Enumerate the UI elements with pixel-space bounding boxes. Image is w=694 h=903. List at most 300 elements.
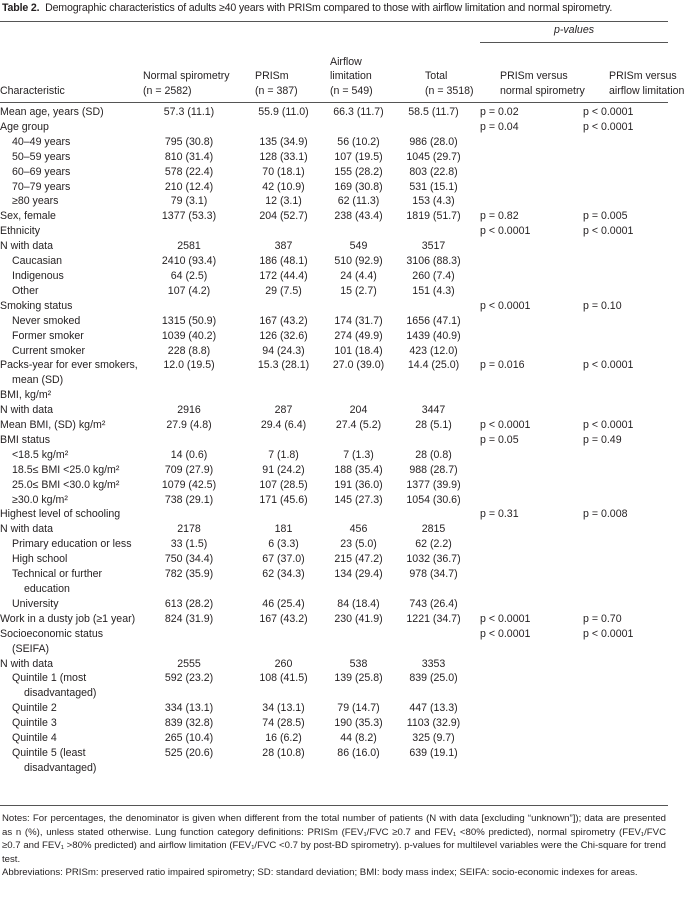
cell-airflow: 23 (5.0) xyxy=(340,538,377,551)
cell-prism: 28 (10.8) xyxy=(262,746,305,759)
cell-normal: 2581 xyxy=(177,240,201,253)
cell-total: 2815 xyxy=(421,523,446,536)
row-label: 18.5≤ BMI <25.0 kg/m² xyxy=(12,463,120,476)
cell-total: 3353 xyxy=(421,657,446,670)
cell-p1 xyxy=(480,567,583,597)
cell-airflow xyxy=(330,433,405,448)
cell-normal: 14 (0.6) xyxy=(170,448,208,461)
cell-total: 743 (26.4) xyxy=(409,597,458,610)
cell-prism: 128 (33.1) xyxy=(259,150,308,163)
cell-total: 1045 (29.7) xyxy=(406,150,461,163)
cell-p1: p < 0.0001 xyxy=(480,299,531,312)
cell-normal: 810 (31.4) xyxy=(164,150,214,163)
table-row xyxy=(0,329,668,344)
table-row xyxy=(0,552,668,567)
cell-normal: 738 (29.1) xyxy=(164,493,214,506)
row-label: 40–49 years xyxy=(12,135,71,148)
cell-normal: 613 (28.2) xyxy=(164,597,214,610)
cell-p2 xyxy=(583,180,668,195)
table-row xyxy=(0,567,668,597)
cell-p2 xyxy=(583,329,668,344)
cell-normal xyxy=(143,507,255,522)
row-label: Never smoked xyxy=(12,314,81,327)
cell-prism xyxy=(255,627,330,657)
cell-prism: 29 (7.5) xyxy=(265,284,302,297)
cell-p1: p = 0.016 xyxy=(480,359,525,372)
row-label: BMI, kg/m² xyxy=(0,389,52,402)
cell-p1: p < 0.0001 xyxy=(480,419,531,432)
cell-p2 xyxy=(583,746,668,776)
cell-p2: p < 0.0001 xyxy=(583,120,634,133)
table-row xyxy=(0,180,668,195)
cell-prism: 6 (3.3) xyxy=(268,538,299,551)
cell-normal: 1377 (53.3) xyxy=(161,210,217,223)
cell-airflow: 62 (11.3) xyxy=(337,195,380,208)
row-label: ≥30.0 kg/m² xyxy=(12,493,68,506)
cell-airflow xyxy=(330,299,405,314)
table-row xyxy=(0,612,668,627)
table-row xyxy=(0,239,668,254)
cell-total: 839 (25.0) xyxy=(409,672,458,685)
table-title xyxy=(2,2,612,14)
cell-airflow: 538 xyxy=(349,657,368,670)
table-row xyxy=(0,403,668,418)
header-characteristic: Characteristic xyxy=(0,84,65,97)
row-label: 25.0≤ BMI <30.0 kg/m² xyxy=(12,478,120,491)
notes-text: Notes: For percentages, the denominator is given when different from the total number of patients (N with data [excluding “unknown”]); data are presented as n (%), unless stated otherwise. Lung function category definitions: PRISm (FEV₁/FVC ≥0.7 and FEV₁ <80% predicted), normal spirometry (FEV₁/FVC ≥0.7 and FEV₁ >80% predicted) and airflow limitation (FEV₁/FVC <0.7 by post-BD spirometry). p-values for multilevel variables were the Chi-square for trend test. xyxy=(2,813,666,865)
cell-total: 1656 (47.1) xyxy=(406,314,461,327)
row-label: Primary education or less xyxy=(12,538,132,551)
cell-normal: 334 (13.1) xyxy=(164,702,214,715)
cell-normal: 2916 xyxy=(177,404,201,417)
cell-p2: p < 0.0001 xyxy=(583,419,634,432)
cell-normal: 33 (1.5) xyxy=(170,538,208,551)
row-label: Mean BMI, (SD) kg/m² xyxy=(0,419,106,432)
table-row xyxy=(0,627,668,657)
cell-airflow: 84 (18.4) xyxy=(337,597,380,610)
table-row xyxy=(0,224,668,239)
cell-airflow: 238 (43.4) xyxy=(334,210,383,223)
cell-airflow: 510 (92.9) xyxy=(334,255,383,268)
cell-total: 28 (0.8) xyxy=(415,448,452,461)
cell-total: 1819 (51.7) xyxy=(406,210,461,223)
cell-normal: 1039 (40.2) xyxy=(161,329,217,342)
table-row xyxy=(0,522,668,537)
row-label: Sex, female xyxy=(0,210,56,223)
cell-p1 xyxy=(480,329,583,344)
cell-total: 3447 xyxy=(421,404,446,417)
cell-airflow: 230 (41.9) xyxy=(334,612,383,625)
cell-prism: 29.4 (6.4) xyxy=(260,419,307,432)
cell-p2 xyxy=(583,716,668,731)
cell-airflow xyxy=(330,224,405,239)
cell-p2 xyxy=(583,493,668,508)
cell-total: 803 (22.8) xyxy=(409,165,458,178)
cell-normal: 525 (20.6) xyxy=(164,746,214,759)
cell-normal: 64 (2.5) xyxy=(170,269,208,282)
cell-prism: 94 (24.3) xyxy=(262,344,305,357)
table-row xyxy=(0,344,668,359)
cell-p2 xyxy=(583,284,668,299)
cell-normal: 592 (23.2) xyxy=(164,672,214,685)
row-label: N with data xyxy=(0,657,53,670)
row-label: Technical or further education xyxy=(12,568,103,595)
cell-total xyxy=(405,299,480,314)
cell-p1 xyxy=(480,731,583,746)
table-row xyxy=(0,463,668,478)
table-row xyxy=(0,388,668,403)
row-label: Former smoker xyxy=(12,329,84,342)
cell-p2 xyxy=(583,731,668,746)
table-row xyxy=(0,358,668,388)
cell-total: 1439 (40.9) xyxy=(406,329,461,342)
cell-normal: 12.0 (19.5) xyxy=(163,359,215,372)
cell-total: 3106 (88.3) xyxy=(406,255,461,268)
cell-airflow: 190 (35.3) xyxy=(334,717,383,730)
cell-airflow: 134 (29.4) xyxy=(334,568,383,581)
cell-prism: 46 (25.4) xyxy=(262,597,305,610)
cell-airflow: 79 (14.7) xyxy=(337,702,380,715)
cell-airflow: 174 (31.7) xyxy=(334,314,383,327)
cell-airflow: 56 (10.2) xyxy=(337,135,380,148)
row-label: N with data xyxy=(0,240,53,253)
table-row xyxy=(0,478,668,493)
cell-total: 260 (7.4) xyxy=(412,269,455,282)
row-label: ≥80 years xyxy=(12,195,59,208)
cell-total: 978 (34.7) xyxy=(409,568,458,581)
header-airflow: Airflow limitation (n = 549) xyxy=(330,55,373,97)
cell-airflow: 27.0 (39.0) xyxy=(332,359,385,372)
cell-normal: 2178 xyxy=(177,523,201,536)
cell-p1 xyxy=(480,165,583,180)
cell-airflow: 101 (18.4) xyxy=(334,344,383,357)
cell-p2 xyxy=(583,135,668,150)
cell-total: 3517 xyxy=(421,240,446,253)
cell-p1: p = 0.04 xyxy=(480,120,519,133)
cell-p2: p < 0.0001 xyxy=(583,106,634,118)
cell-p2 xyxy=(583,194,668,209)
cell-prism: 34 (13.1) xyxy=(262,702,305,715)
cell-airflow: 66.3 (11.7) xyxy=(333,106,384,118)
cell-prism: 12 (3.1) xyxy=(265,195,302,208)
cell-p1 xyxy=(480,239,583,254)
cell-normal: 210 (12.4) xyxy=(164,180,214,193)
table-row xyxy=(0,597,668,612)
cell-airflow: 456 xyxy=(349,523,368,536)
row-label: Smoking status xyxy=(0,299,73,312)
table-row xyxy=(0,269,668,284)
cell-airflow: 549 xyxy=(349,240,368,253)
cell-prism: 15.3 (28.1) xyxy=(257,359,310,372)
cell-prism: 70 (18.1) xyxy=(262,165,305,178)
cell-p1 xyxy=(480,344,583,359)
cell-normal: 839 (32.8) xyxy=(164,717,214,730)
cell-airflow: 15 (2.7) xyxy=(340,284,377,297)
cell-normal: 750 (34.4) xyxy=(164,553,214,566)
top-rule xyxy=(0,21,668,22)
cell-p1 xyxy=(480,403,583,418)
cell-p2: p = 0.10 xyxy=(583,299,622,312)
cell-prism: 204 (52.7) xyxy=(259,210,308,223)
cell-p2 xyxy=(583,314,668,329)
cell-prism: 167 (43.2) xyxy=(259,314,308,327)
cell-total xyxy=(405,388,480,403)
cell-normal: 578 (22.4) xyxy=(164,165,214,178)
cell-p1 xyxy=(480,254,583,269)
cell-prism: 107 (28.5) xyxy=(259,478,308,491)
cell-p2: p < 0.0001 xyxy=(583,359,634,372)
cell-total: 325 (9.7) xyxy=(412,732,455,745)
cell-p2 xyxy=(583,478,668,493)
cell-prism: 171 (45.6) xyxy=(259,493,308,506)
cell-p2: p = 0.008 xyxy=(583,508,628,521)
cell-total: 28 (5.1) xyxy=(415,419,452,432)
cell-total: 1377 (39.9) xyxy=(406,478,461,491)
cell-total: 1103 (32.9) xyxy=(406,717,461,730)
table-row xyxy=(0,448,668,463)
cell-prism: 74 (28.5) xyxy=(262,717,305,730)
row-label: Current smoker xyxy=(12,344,85,357)
cell-p1 xyxy=(480,493,583,508)
cell-p2 xyxy=(583,239,668,254)
cell-airflow: 169 (30.8) xyxy=(334,180,383,193)
cell-normal: 2410 (93.4) xyxy=(161,255,217,268)
table-row xyxy=(0,150,668,165)
header-rule xyxy=(0,102,668,103)
cell-p1 xyxy=(480,701,583,716)
cell-total xyxy=(405,224,480,239)
cell-p2 xyxy=(583,567,668,597)
cell-prism: 108 (41.5) xyxy=(259,672,308,685)
row-label: University xyxy=(12,597,59,610)
cell-p1 xyxy=(480,269,583,284)
cell-total: 988 (28.7) xyxy=(409,463,458,476)
table-row xyxy=(0,493,668,508)
cell-p1: p = 0.82 xyxy=(480,210,519,223)
cell-prism xyxy=(255,507,330,522)
cell-normal: 782 (35.9) xyxy=(164,568,214,581)
cell-airflow: 44 (8.2) xyxy=(340,732,377,745)
cell-p2 xyxy=(583,657,668,672)
cell-p1 xyxy=(480,314,583,329)
pvalues-header: p-values xyxy=(553,24,595,36)
cell-prism: 186 (48.1) xyxy=(259,255,308,268)
cell-p1: p < 0.0001 xyxy=(480,612,531,625)
table-row xyxy=(0,537,668,552)
cell-airflow: 188 (35.4) xyxy=(334,463,383,476)
cell-airflow: 145 (27.3) xyxy=(334,493,383,506)
cell-airflow: 155 (28.2) xyxy=(334,165,383,178)
cell-normal: 265 (10.4) xyxy=(164,732,214,745)
table-row xyxy=(0,165,668,180)
row-label: Ethnicity xyxy=(0,225,41,238)
cell-p2 xyxy=(583,344,668,359)
row-label: Quintile 1 (most disadvantaged) xyxy=(12,672,97,700)
row-label: Age group xyxy=(0,120,49,133)
bottom-rule xyxy=(0,805,668,806)
cell-p1: p < 0.0001 xyxy=(480,225,531,238)
cell-p1: p < 0.0001 xyxy=(480,627,531,640)
table-row xyxy=(0,135,668,150)
cell-normal xyxy=(143,299,255,314)
cell-airflow xyxy=(330,120,405,135)
cell-total: 62 (2.2) xyxy=(415,538,452,551)
cell-p1 xyxy=(480,671,583,701)
cell-p1 xyxy=(480,463,583,478)
row-label: N with data xyxy=(0,404,53,417)
cell-normal xyxy=(143,433,255,448)
cell-p1 xyxy=(480,478,583,493)
row-label: 50–59 years xyxy=(12,150,71,163)
cell-total xyxy=(405,433,480,448)
cell-normal: 1315 (50.9) xyxy=(161,314,217,327)
cell-p1 xyxy=(480,135,583,150)
cell-normal: 709 (27.9) xyxy=(164,463,214,476)
cell-prism: 287 xyxy=(274,404,293,417)
cell-p1 xyxy=(480,150,583,165)
abbreviations-text: Abbreviations: PRISm: preserved ratio impaired spirometry; SD: standard deviation; BMI: body mass index; SEIFA: socio-economic indexes for areas. xyxy=(2,867,638,879)
cell-normal: 824 (31.9) xyxy=(164,612,214,625)
cell-airflow: 204 xyxy=(349,404,368,417)
cell-prism: 42 (10.9) xyxy=(262,180,305,193)
table-row xyxy=(0,254,668,269)
table-row xyxy=(0,716,668,731)
cell-p2 xyxy=(583,254,668,269)
row-label: Mean age, years (SD) xyxy=(0,106,104,118)
cell-p2 xyxy=(583,671,668,701)
cell-p2 xyxy=(583,463,668,478)
cell-p2: p < 0.0001 xyxy=(583,225,634,238)
cell-p2: p < 0.0001 xyxy=(583,627,634,640)
table-row xyxy=(0,671,668,701)
cell-normal xyxy=(143,627,255,657)
cell-total: 151 (4.3) xyxy=(412,284,455,297)
table-row xyxy=(0,657,668,672)
cell-prism: 260 xyxy=(274,657,293,670)
cell-p2: p = 0.49 xyxy=(583,433,622,446)
cell-total xyxy=(405,627,480,657)
cell-prism xyxy=(255,120,330,135)
row-label: 60–69 years xyxy=(12,165,71,178)
cell-total: 1221 (34.7) xyxy=(406,612,461,625)
cell-prism: 172 (44.4) xyxy=(259,269,308,282)
cell-airflow: 215 (47.2) xyxy=(334,553,383,566)
cell-airflow xyxy=(330,388,405,403)
cell-prism: 126 (32.6) xyxy=(259,329,308,342)
cell-p1 xyxy=(480,180,583,195)
cell-p1 xyxy=(480,448,583,463)
cell-total xyxy=(405,507,480,522)
cell-p2 xyxy=(583,150,668,165)
cell-normal xyxy=(143,388,255,403)
row-label: Quintile 3 xyxy=(12,717,57,730)
cell-airflow: 24 (4.4) xyxy=(340,269,377,282)
cell-p1: p = 0.02 xyxy=(480,106,519,118)
cell-normal xyxy=(143,224,255,239)
cell-p2 xyxy=(583,537,668,552)
cell-prism: 91 (24.2) xyxy=(262,463,305,476)
cell-total: 639 (19.1) xyxy=(409,746,458,759)
cell-prism: 167 (43.2) xyxy=(259,612,308,625)
cell-airflow: 7 (1.3) xyxy=(343,448,374,461)
cell-p1: p = 0.05 xyxy=(480,433,519,446)
cell-prism xyxy=(255,433,330,448)
cell-prism xyxy=(255,299,330,314)
row-label: Quintile 4 xyxy=(12,732,57,745)
cell-total: 153 (4.3) xyxy=(412,195,455,208)
table-row xyxy=(0,105,668,120)
cell-normal: 107 (4.2) xyxy=(167,284,211,297)
cell-prism xyxy=(255,224,330,239)
table-row xyxy=(0,209,668,224)
cell-p2: p = 0.005 xyxy=(583,210,628,223)
header-table xyxy=(0,46,694,98)
cell-p1 xyxy=(480,194,583,209)
row-label: Highest level of schooling xyxy=(0,508,121,521)
cell-p1 xyxy=(480,284,583,299)
cell-p1 xyxy=(480,388,583,403)
table-row xyxy=(0,314,668,329)
cell-p2 xyxy=(583,269,668,284)
cell-p2 xyxy=(583,552,668,567)
cell-p1 xyxy=(480,537,583,552)
cell-prism xyxy=(255,388,330,403)
cell-p1: p = 0.31 xyxy=(480,508,519,521)
table-row xyxy=(0,120,668,135)
data-table xyxy=(0,105,668,776)
row-label: <18.5 kg/m² xyxy=(12,448,69,461)
cell-airflow: 139 (25.8) xyxy=(334,672,383,685)
table-row xyxy=(0,746,668,776)
cell-normal: 228 (8.8) xyxy=(167,344,211,357)
row-label: Indigenous xyxy=(12,269,64,282)
row-label: Socioeconomic status (SEIFA) xyxy=(0,627,104,655)
cell-normal: 27.9 (4.8) xyxy=(166,419,212,432)
cell-total: 447 (13.3) xyxy=(409,702,458,715)
header-total: Total (n = 3518) xyxy=(425,70,474,97)
cell-total: 1032 (36.7) xyxy=(406,553,461,566)
cell-normal: 2555 xyxy=(177,657,201,670)
table-notes xyxy=(2,812,666,880)
cell-p2 xyxy=(583,701,668,716)
cell-prism: 55.9 (11.0) xyxy=(258,106,309,118)
table-row xyxy=(0,194,668,209)
row-label: Caucasian xyxy=(12,255,63,268)
cell-p2 xyxy=(583,522,668,537)
row-label: Packs-year for ever smokers, mean (SD) xyxy=(0,359,138,387)
cell-p2: p = 0.70 xyxy=(583,612,622,625)
cell-airflow: 191 (36.0) xyxy=(334,478,383,491)
cell-total xyxy=(405,120,480,135)
row-label: Work in a dusty job (≥1 year) xyxy=(0,612,136,625)
table-row xyxy=(0,433,668,448)
cell-normal: 57.3 (11.1) xyxy=(163,106,215,118)
table-row xyxy=(0,299,668,314)
cell-prism: 135 (34.9) xyxy=(259,135,308,148)
cell-prism: 67 (37.0) xyxy=(262,553,305,566)
header-normal: Normal spirometry (n = 2582) xyxy=(143,70,230,97)
cell-p2 xyxy=(583,165,668,180)
table-number: Table 2. xyxy=(2,2,40,14)
row-label: BMI status xyxy=(0,433,51,446)
cell-total: 58.5 (11.7) xyxy=(408,106,459,118)
cell-normal xyxy=(143,120,255,135)
table-row xyxy=(0,284,668,299)
pvalues-rule xyxy=(480,42,668,43)
table-row xyxy=(0,418,668,433)
cell-total: 1054 (30.6) xyxy=(406,493,461,506)
cell-p1 xyxy=(480,716,583,731)
